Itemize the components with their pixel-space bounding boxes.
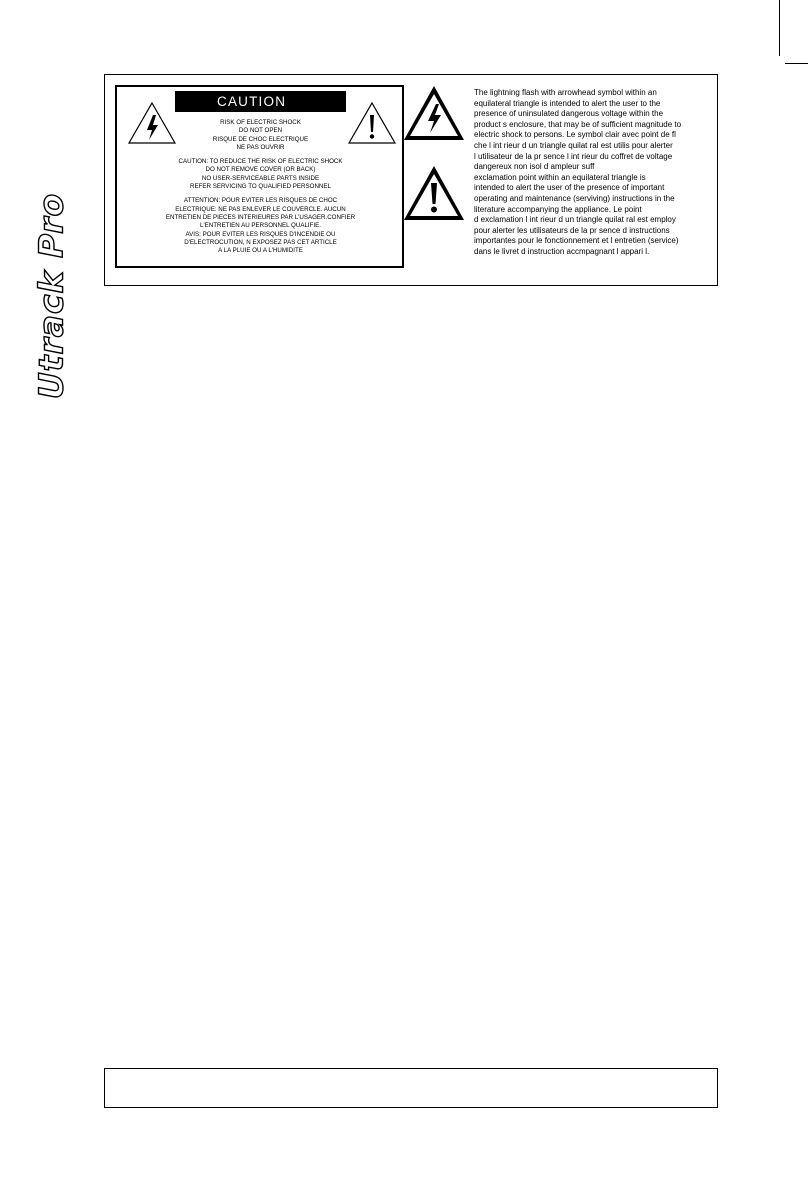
description-line: importantes pour le fonctionnement et l entretien (service) <box>474 236 679 246</box>
crop-mark-vertical <box>779 0 780 56</box>
description-line: exclamation point within an equilateral triangle is <box>474 172 646 182</box>
description-line: dans le livret d instruction accmpagnant l appari l. <box>474 246 650 256</box>
caution-line: REFER SERVICING TO QUALIFIED PERSONNEL <box>190 183 331 191</box>
exclamation-warning-icon <box>403 165 465 221</box>
caution-line: D'ELECTROCUTION, N EXPOSEZ PAS CET ARTICLE <box>184 238 337 246</box>
description-line: dangereux non isol d ampleur suff <box>474 162 595 172</box>
caution-line: AVIS: POUR EVITER LES RISQUES D'INCENDIE OU <box>185 230 336 238</box>
description-line: l utilisateur de la pr sence l int rieur du coffret de voltage <box>474 151 673 161</box>
description-line: electric shock to persons. Le symbol clair avec point de fl <box>474 130 676 140</box>
description-line: product s enclosure, that may be of sufficient magnitude to <box>474 119 682 129</box>
caution-line: CAUTION: TO REDUCE THE RISK OF ELECTRIC SHOCK <box>178 158 343 166</box>
product-side-title: Utrack Pro <box>31 192 71 400</box>
description-line: literature accompanying the appliance. Le point <box>474 204 642 214</box>
description-line: equilateral triangle is intended to alert the user to the <box>474 98 661 108</box>
caution-line: NE PAS OUVRIR <box>236 143 285 151</box>
caution-line: ELECTRIQUE: NE PAS ENLEVER LE COUVERCLE. AUCUN <box>175 205 346 213</box>
caution-line: ATTENTION: POUR EVITER LES RISQUES DE CHOC <box>183 197 338 205</box>
symbol-description <box>474 88 716 258</box>
safety-warning-box <box>104 74 718 286</box>
caution-line: DO NOT REMOVE COVER (OR BACK) <box>205 166 316 174</box>
caution-line: RISK OF ELECTRIC SHOCK <box>220 119 301 126</box>
caution-line: ENTRETIEN DE PIECES INTERIEURES PAR L'USAGER.CONFIER <box>165 213 356 221</box>
description-line: intended to alert the user of the presence of important <box>474 183 665 193</box>
crop-mark-horizontal <box>785 63 808 64</box>
caution-line: L'ENTRETIEN AU PERSONNEL QUALIFIE. <box>200 222 321 230</box>
caution-line: NO USER-SERVICEABLE PARTS INSIDE <box>201 174 320 182</box>
description-line: pour alerter les utilisateurs de la pr sence d instructions <box>474 225 670 235</box>
description-line: presence of uninsulated dangerous voltage within the <box>474 109 664 119</box>
caution-line: A LA PLUIE OU A L'HUMIDITE <box>218 247 303 255</box>
caution-line: DO NOT OPEN <box>238 127 283 135</box>
caution-title: CAUTION <box>175 91 346 112</box>
description-line: che l int rieur d un triangle quilat ral est utilis pour alerter <box>474 140 673 150</box>
description-line: operating and maintenance (serviving) instructions in the <box>474 193 675 203</box>
footer-empty-box <box>104 1068 718 1108</box>
lightning-warning-icon <box>403 85 465 141</box>
description-line: d exclamation l int rieur d un triangle quilat ral est employ <box>474 215 676 225</box>
caution-line: RISQUE DE CHOC ELECTRIQUE <box>212 135 309 143</box>
caution-label-panel <box>115 85 404 268</box>
caution-label-text <box>131 119 390 255</box>
description-line: The lightning flash with arrowhead symbol within an <box>474 88 657 97</box>
